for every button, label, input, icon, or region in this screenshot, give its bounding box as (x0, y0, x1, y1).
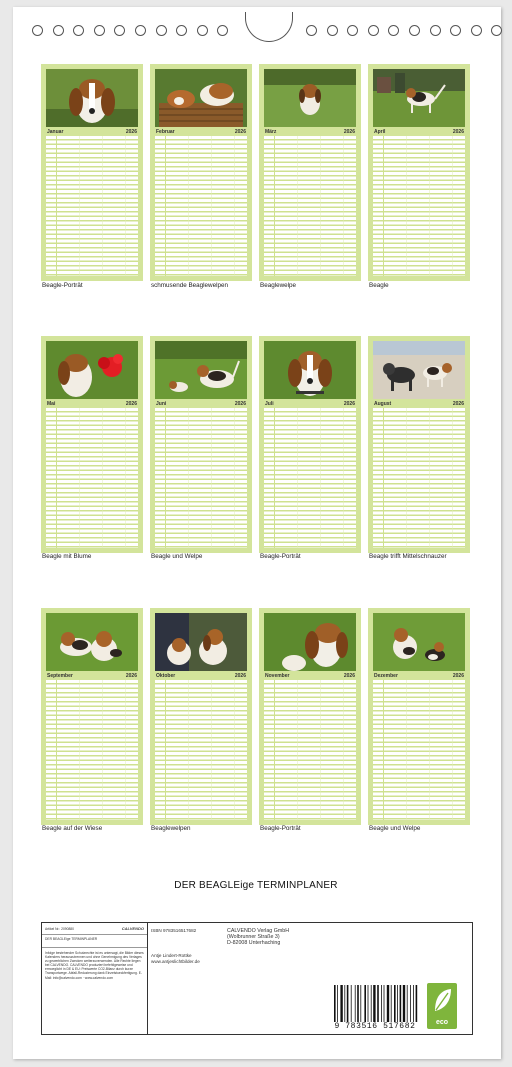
month-header (264, 400, 356, 407)
month-photo (155, 613, 247, 671)
calvendo-logo: CALVENDO (121, 926, 144, 931)
month-name: April (374, 128, 386, 135)
binding-hole (217, 25, 228, 36)
month-photo (264, 69, 356, 127)
month-photo (264, 613, 356, 671)
month-name: Juli (265, 400, 274, 407)
hanger-hook (245, 12, 293, 42)
month-name: Mai (47, 400, 56, 407)
month-caption: Beagle und Welpe (151, 553, 203, 560)
binding-hole (491, 25, 502, 36)
month-name: August (374, 400, 392, 407)
month-header (264, 672, 356, 679)
month-header (373, 128, 465, 135)
month-card-maerz[interactable] (259, 64, 361, 281)
month-card-juli[interactable] (259, 336, 361, 553)
month-card-oktober[interactable] (150, 608, 252, 825)
month-header (46, 128, 138, 135)
month-caption: Beagle-Porträt (42, 282, 83, 289)
month-photo (373, 69, 465, 127)
month-header (373, 400, 465, 407)
imprint-title: DER BEAGLEige TERMINPLANER (42, 935, 147, 948)
month-year: 2026 (343, 400, 355, 407)
month-year: 2026 (234, 128, 246, 135)
author-block (151, 953, 200, 965)
eco-label: eco (435, 1019, 449, 1026)
month-header (155, 672, 247, 679)
month-photo (155, 69, 247, 127)
month-name: September (47, 672, 73, 679)
binding-hole (53, 25, 64, 36)
month-caption: Beaglewelpen (151, 825, 191, 832)
month-caption: Beagle-Porträt (260, 825, 301, 832)
month-photo (155, 341, 247, 399)
barcode-number: 9 783516 517682 (334, 1022, 416, 1031)
binding-hole (347, 25, 358, 36)
planner-grid[interactable] (264, 408, 356, 548)
month-year: 2026 (343, 672, 355, 679)
month-year: 2026 (125, 400, 137, 407)
publisher-city: D-82008 Unterhaching (227, 940, 281, 947)
planner-grid[interactable] (264, 680, 356, 820)
planner-grid[interactable] (46, 408, 138, 548)
planner-grid[interactable] (46, 680, 138, 820)
month-caption: Beagle trifft Mittelschnauzer (369, 553, 447, 560)
month-photo (46, 341, 138, 399)
author-name: Antje Lindert-Rottke (151, 953, 192, 958)
calendar-title: DER BEAGLEige TERMINPLANER (174, 880, 338, 891)
planner-grid[interactable] (373, 408, 465, 548)
month-header (46, 672, 138, 679)
month-year: 2026 (125, 672, 137, 679)
month-year: 2026 (234, 400, 246, 407)
month-year: 2026 (452, 400, 464, 407)
binding-holes-right (306, 25, 502, 36)
binding-hole (471, 25, 482, 36)
month-photo (264, 341, 356, 399)
month-photo (46, 613, 138, 671)
month-caption: Beagle und Welpe (369, 825, 421, 832)
binding-hole (409, 25, 420, 36)
author-website: www.antjeslichtbilder.de (151, 959, 200, 964)
month-card-november[interactable] (259, 608, 361, 825)
month-caption: Beagle mit Blume (42, 553, 92, 560)
month-photo (373, 613, 465, 671)
binding-hole (156, 25, 167, 36)
binding-hole (306, 25, 317, 36)
month-card-juni[interactable] (150, 336, 252, 553)
month-name: Februar (156, 128, 175, 135)
month-card-februar[interactable] (150, 64, 252, 281)
imprint-info-column (42, 923, 148, 1034)
binding-hole (450, 25, 461, 36)
planner-grid[interactable] (155, 680, 247, 820)
month-header (155, 128, 247, 135)
month-photo (46, 69, 138, 127)
month-name: Oktober (156, 672, 176, 679)
planner-grid[interactable] (373, 680, 465, 820)
month-year: 2026 (125, 128, 137, 135)
month-caption: Beagle-Porträt (260, 553, 301, 560)
binding-hole (430, 25, 441, 36)
month-year: 2026 (452, 128, 464, 135)
month-header (373, 672, 465, 679)
month-card-januar[interactable] (41, 64, 143, 281)
month-caption: schmusende Beaglewelpen (151, 282, 229, 289)
legal-notice: Infolge bestehender Schutzrechte ist es untersagt, die Bilder dieses Kalenders herauszutrennen und ohne Genehmigung des Verlages zu gewerblichen Zwecken weiterzuverwenden. Alle Rechte liegen bei CALVENDO. CALVENDO produziert befehligeweise und ermoeglicht in DE & EU: Preiswerte CO2-Bilanz durch kurze Transportwege. Abfall-Reduzierung dank Einzelstueckfertigung. E-Mail: info@calvendo.com · www.calvendo.com (45, 951, 144, 980)
month-year: 2026 (452, 672, 464, 679)
binding-hole (368, 25, 379, 36)
month-card-september[interactable] (41, 608, 143, 825)
publisher-name: CALVENDO Verlag GmbH (227, 928, 290, 934)
month-year: 2026 (234, 672, 246, 679)
article-number-row (42, 923, 147, 935)
binding-hole (388, 25, 399, 36)
planner-grid[interactable] (264, 136, 356, 276)
binding-holes-left (32, 25, 228, 36)
isbn: ISBN 9783516517682 (151, 928, 197, 933)
article-number: Artikel Nr.: 2090880 (45, 926, 74, 931)
barcode (332, 985, 418, 1031)
month-name: Juni (156, 400, 167, 407)
month-card-april[interactable] (368, 64, 470, 281)
publisher-block (227, 928, 289, 947)
binding-hole (135, 25, 146, 36)
binding-hole (327, 25, 338, 36)
eco-badge (427, 983, 457, 1029)
barcode-bars (332, 985, 418, 1022)
month-caption: Beagle (369, 282, 389, 289)
binding-hole (73, 25, 84, 36)
month-card-august[interactable] (368, 336, 470, 553)
binding-hole (32, 25, 43, 36)
binding-hole (94, 25, 105, 36)
planner-grid[interactable] (46, 136, 138, 276)
binding-hole (197, 25, 208, 36)
month-header (264, 128, 356, 135)
month-caption: Beagle auf der Wiese (42, 825, 103, 832)
publisher-street: (Wolbrunner Straße 3) (227, 934, 280, 941)
month-header (155, 400, 247, 407)
imprint-strip (41, 922, 473, 1035)
binding-hole (114, 25, 125, 36)
month-name: März (265, 128, 277, 135)
planner-grid[interactable] (155, 136, 247, 276)
month-card-mai[interactable] (41, 336, 143, 553)
month-card-dezember[interactable] (368, 608, 470, 825)
month-year: 2026 (343, 128, 355, 135)
planner-grid[interactable] (373, 136, 465, 276)
month-header (46, 400, 138, 407)
leaf-icon (431, 987, 453, 1013)
month-photo (373, 341, 465, 399)
planner-grid[interactable] (155, 408, 247, 548)
binding-hole (176, 25, 187, 36)
month-name: Dezember (374, 672, 398, 679)
month-name: November (265, 672, 290, 679)
month-caption: Beaglewelpe (260, 282, 297, 289)
month-name: Januar (47, 128, 64, 135)
